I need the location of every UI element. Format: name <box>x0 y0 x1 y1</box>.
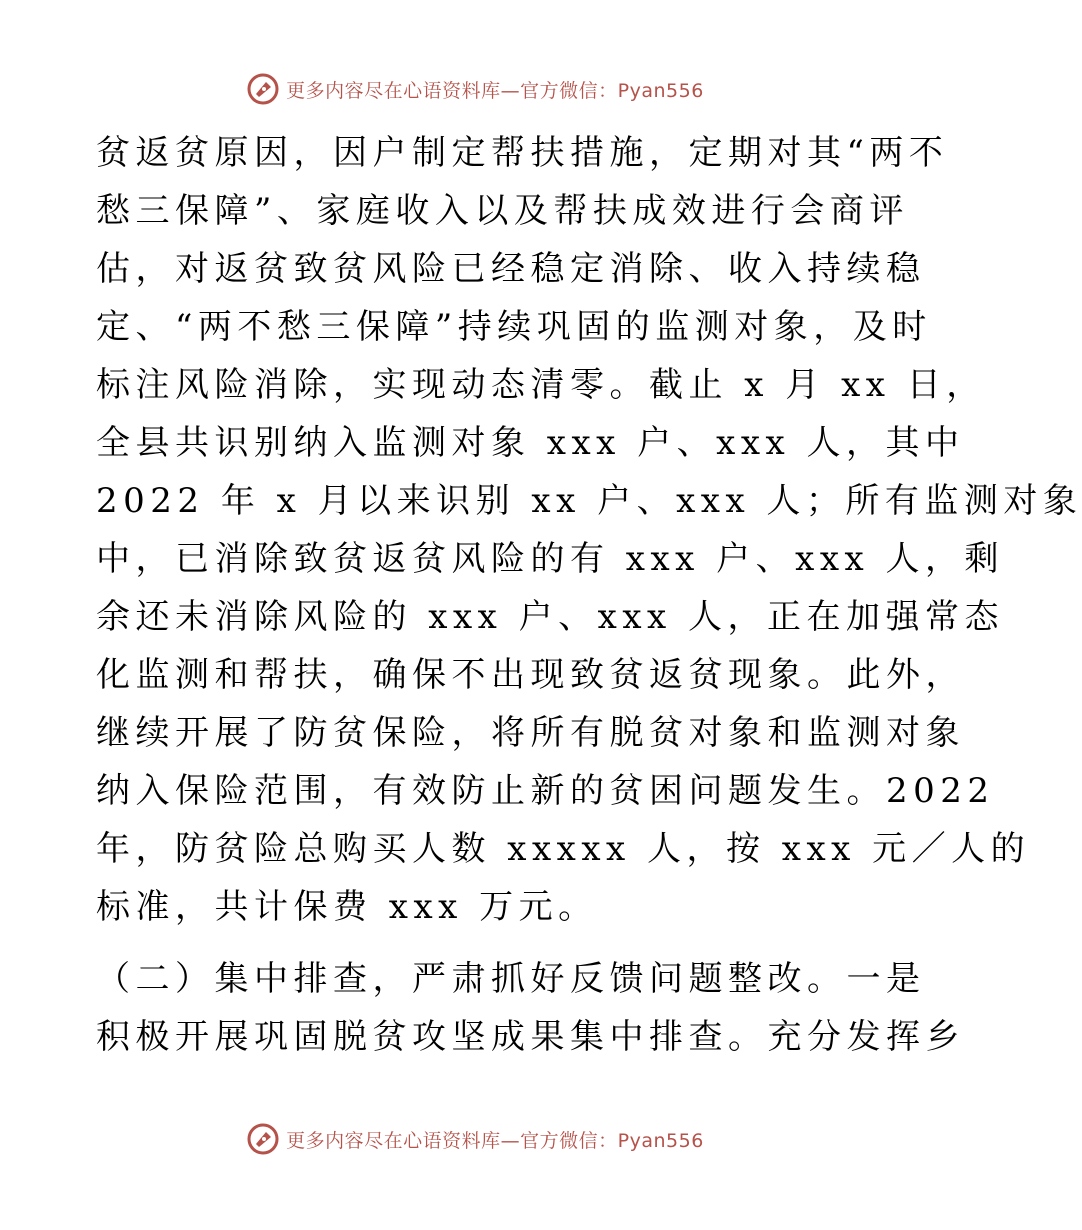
watermark-text: 更多内容尽在心语资料库—官方微信：Pyan556 <box>286 79 704 102</box>
text-line: 积极开展巩固脱贫攻坚成果集中排查。充分发挥乡 <box>96 1017 965 1057</box>
document-body <box>96 124 1082 1066</box>
pen-nib-circle-icon <box>246 72 280 106</box>
footer-watermark <box>0 1122 950 1156</box>
text-line: 继续开展了防贫保险，将所有脱贫对象和监测对象 <box>96 713 965 753</box>
paragraph-1 <box>96 124 1082 936</box>
section-heading-line: （二）集中排查，严肃抓好反馈问题整改。一是 <box>96 959 926 999</box>
header-watermark <box>0 72 950 106</box>
text-line: 贫返贫原因，因户制定帮扶措施，定期对其“两不 <box>96 133 949 173</box>
text-line: 中，已消除致贫返贫风险的有 xxx 户、xxx 人，剩 <box>96 539 1004 579</box>
text-line: 2022 年 x 月以来识别 xx 户、xxx 人；所有监测对象 <box>96 481 1082 521</box>
text-line: 定、“两不愁三保障”持续巩固的监测对象，及时 <box>96 307 932 347</box>
text-line: 全县共识别纳入监测对象 xxx 户、xxx 人，其中 <box>96 423 965 463</box>
text-line: 年，防贫险总购买人数 xxxxx 人，按 xxx 元／人的 <box>96 829 1031 869</box>
pen-nib-circle-icon <box>246 1122 280 1156</box>
text-line: 纳入保险范围，有效防止新的贫困问题发生。2022 <box>96 771 995 811</box>
paragraph-gap <box>96 936 856 950</box>
paragraph-2 <box>96 950 965 1066</box>
text-line: 标注风险消除，实现动态清零。截止 x 月 xx 日， <box>96 365 986 405</box>
text-line: 标准，共计保费 xxx 万元。 <box>96 887 598 927</box>
text-line: 余还未消除风险的 xxx 户、xxx 人，正在加强常态 <box>96 597 1004 637</box>
text-line: 估，对返贫致贫风险已经稳定消除、收入持续稳 <box>96 249 926 289</box>
watermark-text: 更多内容尽在心语资料库—官方微信：Pyan556 <box>286 1129 704 1152</box>
text-line: 化监测和帮扶，确保不出现致贫返贫现象。此外， <box>96 655 965 695</box>
text-line: 愁三保障”、家庭收入以及帮扶成效进行会商评 <box>96 191 909 231</box>
